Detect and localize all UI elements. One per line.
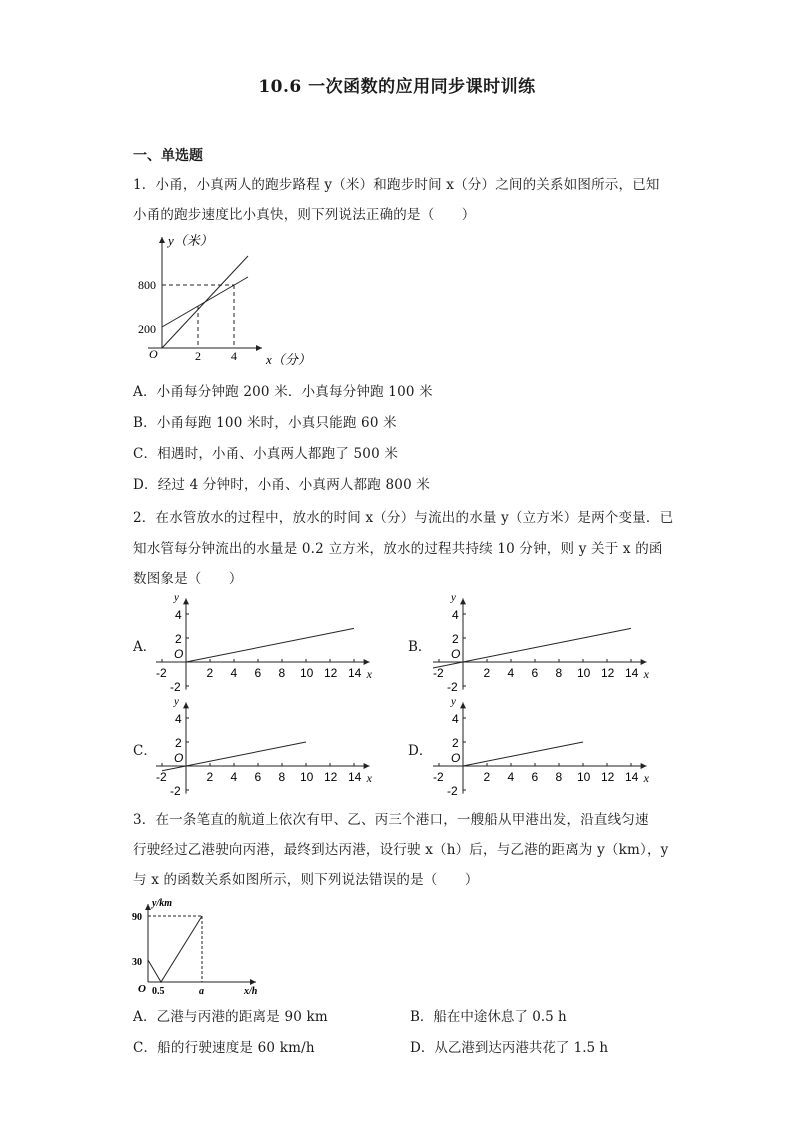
q1-option-b: B．小甬每跑 100 米时，小真只能跑 60 米	[133, 415, 397, 431]
q3-stem-line2: 行驶经过乙港驶向丙港，最终到达丙港，设行驶 x（h）后，与乙港的距离为 y（km），y	[133, 842, 669, 858]
q1-option-c: C．相遇时，小甬、小真两人都跑了 500 米	[133, 446, 399, 462]
q1-tick-x2: 2	[195, 349, 201, 363]
q2-c-origin: O	[174, 751, 184, 765]
q1-x-label: x（分）	[266, 352, 311, 367]
q3-y-label: y/km	[152, 898, 172, 909]
q2-c-xtick-label: 6	[254, 770, 262, 784]
q3-distance-line	[148, 916, 202, 982]
q2-c-xtick-label: -2	[156, 770, 167, 784]
q2-b-ytick-label: -2	[447, 680, 458, 694]
q3-stem-line1: 3．在一条笔直的航道上依次有甲、乙、丙三个港口，一艘船从甲港出发，沿直线匀速	[133, 812, 649, 828]
q3-tick-05: 0.5	[152, 986, 165, 997]
q2-a-xtick-label: 2	[206, 666, 214, 680]
q2-d-ytick-label: 4	[452, 712, 459, 726]
q2-c-ytick-label: 4	[175, 712, 182, 726]
q2-d-xtick-label: 6	[531, 770, 539, 784]
q1-stem-line2: 小甬的跑步速度比小真快，则下列说法正确的是（ ）	[133, 207, 476, 223]
q2-b-xtick-label: 2	[483, 666, 491, 680]
q2-d-ytick-label: 2	[452, 736, 459, 750]
q2-c-xtick-label: 10	[300, 770, 314, 784]
q2-b-xtick-label: 4	[507, 666, 515, 680]
q2-a-y-label: y	[174, 591, 179, 604]
q2-b-xtick-label: 12	[601, 666, 615, 680]
q3-option-b: B．船在中途休息了 0.5 h	[410, 1009, 567, 1025]
q2-d-y-label: y	[451, 695, 456, 708]
q2-c-x-label: x	[366, 771, 372, 785]
q2-d-xtick-label: -2	[433, 770, 444, 784]
q2-b-xtick-label: 14	[625, 666, 639, 680]
q1-tick-800: 800	[138, 278, 156, 292]
q2-d-xtick-label: 10	[577, 770, 591, 784]
q1-origin: O	[149, 347, 158, 361]
q2-c-xtick-label: 8	[278, 770, 286, 784]
q2-stem-line1: 2．在水管放水的过程中，放水的时间 x（分）与流出的水量 y（立方米）是两个变量．已	[133, 510, 674, 526]
q2-a-xtick-label: 10	[300, 666, 314, 680]
q2-b-y-label: y	[451, 591, 456, 604]
q2-d-x-label: x	[643, 771, 649, 785]
q2-d-origin: O	[451, 751, 461, 765]
q2-a-ytick-label: -2	[170, 680, 181, 694]
q2-d-ytick-label: -2	[447, 784, 458, 798]
q2-a-xtick-label: 4	[230, 666, 238, 680]
q3-option-d: D．从乙港到达丙港共花了 1.5 h	[410, 1040, 609, 1056]
q2-a-xtick-label: 6	[254, 666, 262, 680]
q2-d-xtick-label: 14	[625, 770, 639, 784]
q2-d-xtick-label: 8	[555, 770, 563, 784]
q2-c-ytick-label: 2	[175, 736, 182, 750]
q2-b-origin: O	[451, 647, 461, 661]
q2-option-c-label: C．	[133, 743, 157, 759]
q3-x-label: x/h	[244, 986, 258, 997]
q3-stem-line3: 与 x 的函数关系如图所示，则下列说法错误的是（ ）	[133, 872, 479, 888]
q2-b-x-label: x	[643, 667, 649, 681]
q2-a-xtick-label: -2	[156, 666, 167, 680]
q2-c-xtick-label: 2	[206, 770, 214, 784]
q3-option-c: C．船的行驶速度是 60 km/h	[133, 1040, 315, 1056]
q2-option-b-label: B．	[408, 639, 432, 655]
q2-a-xtick-label: 12	[324, 666, 338, 680]
q2-stem-line3: 数图象是（ ）	[133, 571, 243, 587]
q1-option-a: A．小甬每分钟跑 200 米．小真每分钟跑 100 米	[133, 384, 433, 400]
q2-b-ytick-label: 2	[452, 632, 459, 646]
q2-stem-line2: 知水管每分钟流出的水量是 0.2 立方米，放水的过程共持续 10 分钟，则 y 关于 x 的函	[133, 541, 663, 557]
q1-stem-line1: 1．小甬，小真两人的跑步路程 y（米）和跑步时间 x（分）之间的关系如图所示，已知	[133, 177, 660, 193]
q2-c-xtick-label: 14	[348, 770, 362, 784]
q2-a-xtick-label: 8	[278, 666, 286, 680]
q2-c-xtick-label: 4	[230, 770, 238, 784]
page-title: 10.6 一次函数的应用同步课时训练	[258, 77, 536, 97]
q1-tick-200: 200	[138, 322, 156, 336]
q2-d-xtick-label: 2	[483, 770, 491, 784]
q3-option-a: A．乙港与丙港的距离是 90 km	[133, 1009, 328, 1025]
q2-option-d-label: D．	[408, 743, 433, 759]
q2-b-xtick-label: 6	[531, 666, 539, 680]
q3-tick-90: 90	[132, 912, 142, 923]
q1-tick-x4: 4	[231, 349, 237, 363]
q2-option-a-label: A．	[133, 639, 157, 655]
q1-y-label: y（米）	[168, 233, 213, 248]
q2-b-xtick-label: 10	[577, 666, 591, 680]
q3-tick-a: a	[199, 986, 204, 997]
q2-a-xtick-label: 14	[348, 666, 362, 680]
q2-d-xtick-label: 4	[507, 770, 515, 784]
q2-a-x-label: x	[366, 667, 372, 681]
q2-b-xtick-label: -2	[433, 666, 444, 680]
q2-a-ytick-label: 2	[175, 632, 182, 646]
q3-tick-30: 30	[132, 957, 142, 968]
q2-a-ytick-label: 4	[175, 608, 182, 622]
q2-c-xtick-label: 12	[324, 770, 338, 784]
section-heading: 一、单选题	[133, 148, 203, 164]
q2-b-xtick-label: 8	[555, 666, 563, 680]
q3-origin: O	[138, 983, 146, 995]
q2-c-y-label: y	[174, 695, 179, 708]
q1-option-d: D．经过 4 分钟时，小甬、小真两人都跑 800 米	[133, 477, 431, 493]
q2-c-ytick-label: -2	[170, 784, 181, 798]
q2-d-xtick-label: 12	[601, 770, 615, 784]
q2-a-origin: O	[174, 647, 184, 661]
q2-b-ytick-label: 4	[452, 608, 459, 622]
